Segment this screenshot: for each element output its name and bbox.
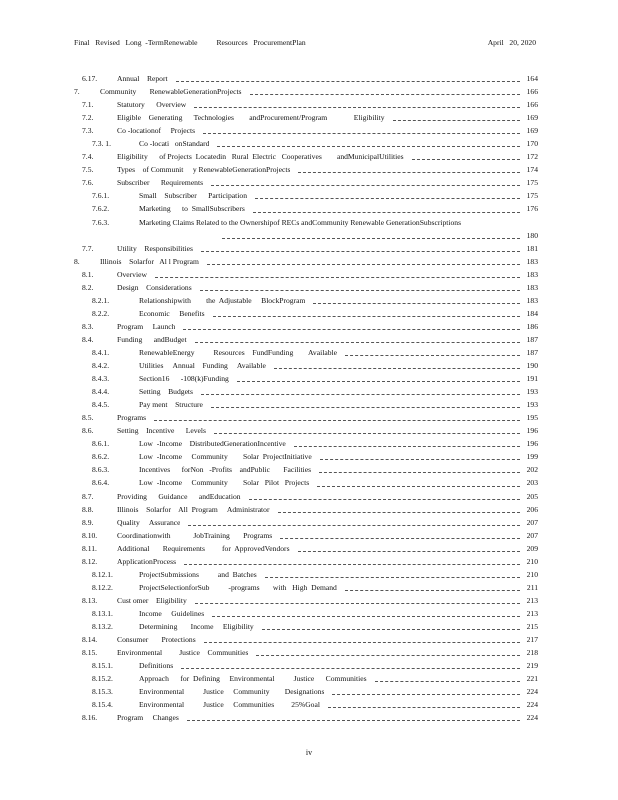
- toc-entry[interactable]: [74, 346, 538, 359]
- toc-entry-title: Small Subscriber Participation: [139, 191, 247, 201]
- toc-entry-page: 184: [526, 308, 538, 318]
- toc-dot-leader: [298, 172, 520, 173]
- toc-entry-title: Consumer Protections: [117, 635, 196, 645]
- toc-entry-title: Environmental Justice Communities: [117, 648, 249, 658]
- toc-entry[interactable]: [74, 202, 538, 215]
- toc-dot-leader: [181, 668, 520, 669]
- toc-entry-number: 6.17.: [82, 74, 98, 83]
- toc-entry-number: 8.13.: [82, 595, 98, 605]
- toc-entry-number: 8.6.2.: [92, 452, 110, 462]
- toc-entry-page: 203: [526, 478, 538, 488]
- toc-entry[interactable]: [74, 98, 538, 111]
- toc-entry-number: 7.3.: [82, 126, 94, 136]
- toc-entry-title: Illinois Solarfor Al l Program: [100, 256, 199, 266]
- toc-entry[interactable]: [74, 437, 538, 450]
- toc-entry-number: 8.5.: [82, 413, 94, 423]
- toc-entry-title: ApplicationProcess: [117, 556, 177, 566]
- toc-dot-leader: [217, 146, 520, 147]
- toc-entry-title: Quality Assurance: [117, 517, 181, 527]
- toc-entry-title: Determining Income Eligibility: [139, 621, 254, 631]
- toc-entry-number: 8.6.4.: [92, 478, 110, 488]
- toc-entry-number: 8.8.: [82, 504, 94, 514]
- toc-entry-number: 8.10.: [82, 530, 98, 540]
- toc-dot-leader: [237, 381, 520, 382]
- toc-dot-leader: [187, 720, 520, 721]
- toc-entry-page: 166: [526, 100, 538, 110]
- toc-dot-leader: [212, 616, 520, 617]
- toc-entry-number: 8.4.4.: [92, 387, 110, 397]
- toc-entry-title: Illinois Solarfor All Program Administrator: [117, 504, 270, 514]
- toc-entry-title: Types of Communit y RenewableGenerationProjects: [117, 165, 291, 175]
- toc-entry-number: 7.6.: [82, 178, 94, 188]
- toc-dot-leader: [393, 120, 520, 121]
- toc-dot-leader: [313, 303, 520, 304]
- toc-entry-number: 8.15.1.: [92, 661, 113, 671]
- toc-dot-leader: [250, 94, 520, 95]
- toc-dot-leader: [412, 159, 520, 160]
- toc-entry-title: Marketing Claims Related to the Ownershipof RECs andCommunity Renewable GenerationSubscriptions: [139, 217, 462, 227]
- toc-entry[interactable]: [74, 150, 538, 163]
- toc-entry-number: 8.15.4.: [92, 700, 113, 710]
- toc-dot-leader: [201, 394, 520, 395]
- toc-entry-title: Additional Requirements for ApprovedVendors: [117, 543, 290, 553]
- toc-entry-page: 169: [526, 126, 538, 136]
- toc-entry[interactable]: [74, 698, 538, 711]
- toc-entry-page: 207: [526, 530, 538, 540]
- toc-entry-page: 175: [526, 191, 538, 201]
- toc-entry-number: 8.15.3.: [92, 687, 113, 697]
- toc-entry-page: 191: [526, 374, 538, 384]
- toc-entry-title: Setting Budgets: [139, 387, 194, 397]
- toc-entry-number: 7.: [74, 87, 80, 97]
- toc-entry-page: 205: [526, 491, 538, 501]
- toc-dot-leader: [249, 499, 520, 500]
- toc-entry-number: 8.12.2.: [92, 582, 113, 592]
- toc-dot-leader: [375, 681, 520, 682]
- toc-dot-leader: [207, 264, 520, 265]
- toc-entry[interactable]: [74, 711, 538, 724]
- toc-entry-title: Environmental Justice Communities 25%Goal: [139, 700, 320, 710]
- toc-entry[interactable]: [74, 137, 538, 150]
- toc-entry-title: Low -Income DistributedGenerationIncentive: [139, 439, 286, 449]
- toc-entry-page: 190: [526, 361, 538, 371]
- toc-dot-leader: [194, 107, 520, 108]
- toc-entry[interactable]: [74, 72, 538, 85]
- toc-entry[interactable]: [74, 516, 538, 529]
- toc-entry[interactable]: [74, 463, 538, 476]
- toc-entry-title: Community RenewableGenerationProjects: [100, 87, 242, 97]
- toc-entry-title: Program Changes: [117, 713, 179, 723]
- toc-dot-leader: [319, 472, 520, 473]
- toc-dot-leader: [154, 420, 520, 421]
- toc-entry-title: Approach for Defining Environmental Justice Communities: [139, 674, 367, 684]
- toc-entry-title: Annual Report: [117, 74, 168, 83]
- toc-dot-leader: [211, 185, 520, 186]
- toc-dot-leader: [345, 355, 520, 356]
- toc-entry-page: 219: [526, 661, 538, 671]
- toc-entry-title: Section16 -108(k)Funding: [139, 374, 229, 384]
- toc-entry-title: ProjectSubmissions and Batches: [139, 569, 257, 579]
- toc-entry-number: 8.6.: [82, 426, 94, 436]
- toc-dot-leader: [274, 368, 520, 369]
- toc-entry-number: 8.4.1.: [92, 347, 110, 357]
- toc-entry-page: 199: [526, 452, 538, 462]
- toc-entry-title: Funding andBudget: [117, 334, 187, 344]
- toc-entry[interactable]: [74, 111, 538, 124]
- toc-entry-page: 195: [526, 413, 538, 423]
- toc-dot-leader: [332, 694, 520, 695]
- toc-entry-title: Setting Incentive Levels: [117, 426, 206, 436]
- toc-entry-title: Coordinationwith JobTraining Programs: [117, 530, 273, 540]
- toc-entry-page: 172: [526, 152, 538, 162]
- toc-entry[interactable]: [74, 490, 538, 503]
- toc-entry[interactable]: [74, 476, 538, 489]
- toc-entry-title: Economic Benefits: [139, 308, 205, 318]
- toc-entry[interactable]: [74, 385, 538, 398]
- toc-entry[interactable]: [74, 620, 538, 633]
- toc-entry-number: 7.6.3.: [92, 217, 110, 227]
- toc-entry-number: 7.5.: [82, 165, 94, 175]
- toc-dot-leader: [328, 707, 520, 708]
- toc-entry-page: 211: [526, 582, 538, 592]
- toc-entry-page: 183: [526, 269, 538, 279]
- toc-dot-leader: [203, 133, 520, 134]
- toc-dot-leader: [204, 642, 520, 643]
- toc-entry-title: Eligible Generating Technologies andProcurement/Program Eligibility: [117, 113, 385, 123]
- toc-entry-number: 8.12.: [82, 556, 98, 566]
- toc-entry-number: 8.: [74, 256, 80, 266]
- toc-entry[interactable]: [74, 398, 538, 411]
- toc-entry-title: Eligibility of Projects Locatedin Rural Electric Cooperatives andMunicipalUtilities: [117, 152, 404, 162]
- toc-entry-title: Relationshipwith the Adjustable BlockProgram: [139, 295, 306, 305]
- toc-entry-page: 218: [526, 648, 538, 658]
- toc-entry-title: ProjectSelectionforSub -programs with High Demand: [139, 582, 337, 592]
- toc-entry[interactable]: [74, 320, 538, 333]
- toc-entry-page: 213: [526, 608, 538, 618]
- toc-dot-leader: [320, 459, 520, 460]
- toc-entry[interactable]: [74, 216, 538, 242]
- toc-dot-leader: [256, 655, 520, 656]
- toc-entry-page: 217: [526, 635, 538, 645]
- toc-entry-title: RenewableEnergy Resources FundFunding Available: [139, 347, 337, 357]
- toc-entry-number: 8.9.: [82, 517, 94, 527]
- toc-entry-number: 8.6.1.: [92, 439, 110, 449]
- toc-entry-page: 176: [526, 204, 538, 214]
- toc-entry[interactable]: [74, 594, 538, 607]
- toc-entry-number: 8.2.2.: [92, 308, 110, 318]
- header-title: Final Revised Long -TermRenewable Resources ProcurementPlan: [74, 38, 306, 47]
- toc-entry[interactable]: [74, 659, 538, 672]
- toc-entry[interactable]: [74, 189, 538, 202]
- page-number: iv: [305, 748, 313, 757]
- toc-dot-leader: [184, 564, 520, 565]
- toc-entry-title: Low -Income Community Solar ProjectInitiative: [139, 452, 312, 462]
- toc-entry-number: 8.4.2.: [92, 361, 110, 371]
- toc-entry-title: Design Considerations: [117, 282, 192, 292]
- toc-entry-title: Co -locationof Projects: [117, 126, 196, 136]
- toc-dot-leader: [253, 212, 520, 213]
- toc-entry-page: 224: [526, 687, 538, 697]
- toc-entry-title: Pay ment Structure: [139, 400, 203, 410]
- toc-entry[interactable]: [74, 450, 538, 463]
- toc-dot-leader: [200, 290, 520, 291]
- toc-entry[interactable]: [74, 124, 538, 137]
- toc-entry-title: Program Launch: [117, 321, 176, 331]
- toc-entry-page: 183: [526, 295, 538, 305]
- toc-entry-page: 207: [526, 517, 538, 527]
- toc-entry-page: 187: [526, 347, 538, 357]
- toc-entry-number: 7.7.: [82, 243, 94, 253]
- toc-entry-title: Utility Responsibilities: [117, 243, 193, 253]
- toc-entry-page: 210: [526, 556, 538, 566]
- toc-entry-number: 8.15.: [82, 648, 98, 658]
- toc-dot-leader: [155, 277, 520, 278]
- toc-entry[interactable]: [74, 359, 538, 372]
- toc-entry[interactable]: [74, 176, 538, 189]
- toc-entry[interactable]: [74, 581, 538, 594]
- toc-dot-leader: [188, 525, 520, 526]
- toc-entry[interactable]: [74, 672, 538, 685]
- toc-entry-number: 8.16.: [82, 713, 98, 723]
- toc-entry-page: 196: [526, 426, 538, 436]
- toc-entry[interactable]: [74, 503, 538, 516]
- toc-entry-page: 174: [526, 165, 538, 175]
- toc-entry-number: 8.2.: [82, 282, 94, 292]
- toc-entry-title: Low -Income Community Solar Pilot Projects: [139, 478, 310, 488]
- toc-entry-number: 8.15.2.: [92, 674, 113, 684]
- toc-entry-number: 7.3. 1.: [92, 139, 111, 149]
- toc-entry-title: Statutory Overview: [117, 100, 187, 110]
- toc-entry-number: 8.7.: [82, 491, 94, 501]
- toc-dot-leader: [201, 251, 520, 252]
- toc-entry-page: 164: [526, 74, 538, 83]
- toc-entry-title: Environmental Justice Community Designations: [139, 687, 325, 697]
- toc-entry-page: 206: [526, 504, 538, 514]
- toc-entry-page: 170: [526, 139, 538, 149]
- toc-entry-title: Overview: [117, 269, 147, 279]
- toc-entry-number: 8.4.: [82, 334, 94, 344]
- toc-entry-page: 193: [526, 400, 538, 410]
- page-header: [74, 38, 536, 47]
- toc-entry-number: 7.6.1.: [92, 191, 110, 201]
- toc-entry[interactable]: [74, 307, 538, 320]
- toc-dot-leader: [195, 342, 520, 343]
- toc-entry-number: 7.2.: [82, 113, 94, 123]
- toc-entry[interactable]: [74, 424, 538, 437]
- toc-entry-page: 186: [526, 321, 538, 331]
- toc-entry-page: 196: [526, 439, 538, 449]
- toc-entry-page: 180: [526, 230, 538, 240]
- toc-dot-leader: [255, 198, 520, 199]
- toc-dot-leader: [345, 590, 520, 591]
- toc-entry[interactable]: [74, 333, 538, 346]
- toc-entry-page: 187: [526, 334, 538, 344]
- header-date: April 20, 2020: [487, 38, 536, 47]
- toc-entry[interactable]: [74, 529, 538, 542]
- toc-entry-page: 166: [526, 87, 538, 97]
- toc-entry-page: 213: [526, 595, 538, 605]
- toc-entry-page: 202: [526, 465, 538, 475]
- toc-entry-page: 169: [526, 113, 538, 123]
- toc-entry-number: 8.11.: [82, 543, 97, 553]
- toc-entry-number: 8.14.: [82, 635, 98, 645]
- toc-entry-title: Marketing to SmallSubscribers: [139, 204, 245, 214]
- toc-entry-number: 8.3.: [82, 321, 94, 331]
- toc-entry-title: Subscriber Requirements: [117, 178, 204, 188]
- toc-entry[interactable]: [74, 85, 538, 98]
- toc-entry[interactable]: [74, 268, 538, 281]
- toc-entry[interactable]: [74, 281, 538, 294]
- toc-dot-leader: [298, 551, 520, 552]
- toc-entry-page: 183: [526, 282, 538, 292]
- toc-entry-number: 8.2.1.: [92, 295, 110, 305]
- toc-entry[interactable]: [74, 568, 538, 581]
- toc-dot-leader: [294, 446, 520, 447]
- toc-entry-number: 7.6.2.: [92, 204, 110, 214]
- toc-dot-leader: [262, 629, 520, 630]
- table-of-contents: [74, 72, 538, 724]
- toc-dot-leader: [214, 433, 520, 434]
- toc-entry-title: Cust omer Eligibility: [117, 595, 187, 605]
- toc-entry[interactable]: [74, 163, 538, 176]
- toc-entry-page: 224: [526, 713, 538, 723]
- toc-entry-title: Co -locati onStandard: [139, 139, 210, 149]
- toc-entry-number: 8.4.3.: [92, 374, 110, 384]
- toc-dot-leader: [176, 81, 520, 82]
- toc-entry[interactable]: [74, 242, 538, 255]
- toc-entry-title: Providing Guidance andEducation: [117, 491, 241, 501]
- toc-dot-leader: [280, 538, 520, 539]
- toc-entry[interactable]: [74, 372, 538, 385]
- toc-entry-number: 8.12.1.: [92, 569, 113, 579]
- toc-entry-title: Definitions: [139, 661, 174, 671]
- toc-entry-page: 221: [526, 674, 538, 684]
- toc-dot-leader: [278, 512, 520, 513]
- toc-entry[interactable]: [74, 542, 538, 555]
- toc-entry[interactable]: [74, 646, 538, 659]
- toc-dot-leader: [195, 603, 520, 604]
- toc-entry-page: 193: [526, 387, 538, 397]
- toc-entry-title: Utilities Annual Funding Available: [139, 361, 266, 371]
- toc-entry-page: 209: [526, 543, 538, 553]
- toc-entry-page: 181: [526, 243, 538, 253]
- toc-entry-number: 7.1.: [82, 100, 94, 110]
- toc-dot-leader: [317, 486, 520, 487]
- toc-entry-number: 8.1.: [82, 269, 94, 279]
- toc-entry-number: 8.4.5.: [92, 400, 110, 410]
- toc-dot-leader: [211, 407, 520, 408]
- toc-entry[interactable]: [74, 294, 538, 307]
- toc-entry-number: 8.6.3.: [92, 465, 110, 475]
- toc-entry[interactable]: [74, 633, 538, 646]
- toc-entry-page: 215: [526, 621, 538, 631]
- toc-entry-number: 8.13.1.: [92, 608, 113, 618]
- toc-entry-title: Incentives forNon -Profits andPublic Facilities: [139, 465, 312, 475]
- toc-dot-leader: [213, 316, 520, 317]
- toc-entry-number: 7.4.: [82, 152, 94, 162]
- toc-entry[interactable]: [74, 685, 538, 698]
- toc-entry[interactable]: [74, 255, 538, 268]
- toc-entry[interactable]: [74, 607, 538, 620]
- toc-dot-leader: [222, 238, 520, 239]
- toc-entry-title: Income Guidelines: [139, 608, 205, 618]
- toc-entry[interactable]: [74, 555, 538, 568]
- toc-entry-number: 8.13.2.: [92, 621, 113, 631]
- toc-dot-leader: [183, 329, 520, 330]
- toc-entry-page: 224: [526, 700, 538, 710]
- toc-dot-leader: [265, 577, 520, 578]
- toc-entry-page: 210: [526, 569, 538, 579]
- toc-entry-page: 183: [526, 256, 538, 266]
- toc-entry[interactable]: [74, 411, 538, 424]
- toc-entry-title: Programs: [117, 413, 147, 423]
- toc-entry-page: 175: [526, 178, 538, 188]
